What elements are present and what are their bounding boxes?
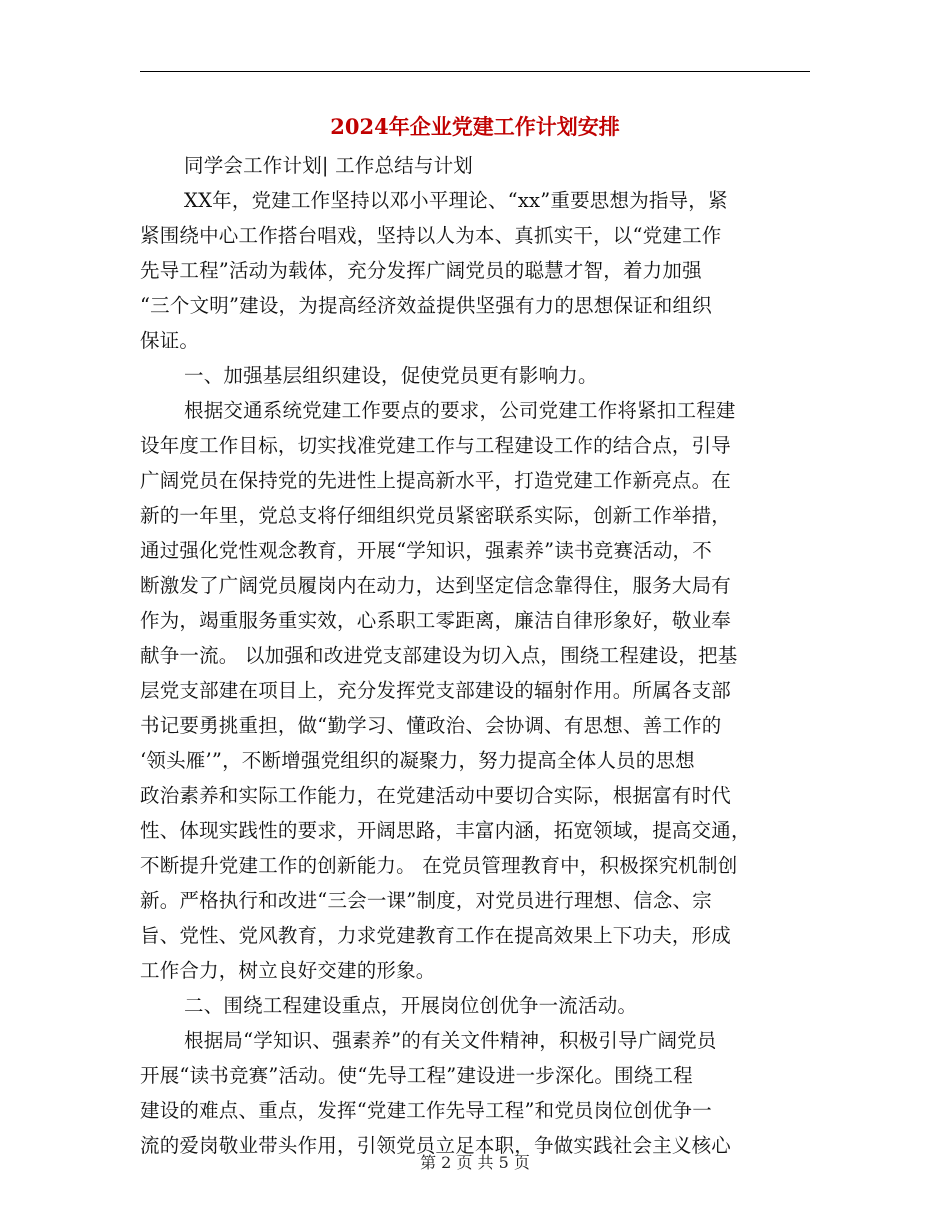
paragraph-line: 新。严格执行和改进“三会一课”制度，对党员进行理想、信念、宗: [140, 889, 712, 912]
paragraph-line: 政治素养和实际工作能力，在党建活动中要切合实际，根据富有时代: [140, 784, 732, 807]
section-heading: 二、围绕工程建设重点，开展岗位创优争一流活动。: [184, 994, 638, 1017]
paragraph-line: 性、体现实践性的要求，开阔思路，丰富内涵，拓宽领域，提高交通，: [140, 819, 751, 842]
paragraph-line: 根据交通系统党建工作要点的要求，公司党建工作将紧扣工程建: [184, 399, 736, 422]
paragraph-line: 旨、党性、党风教育，力求党建教育工作在提高效果上下功夫，形成: [140, 924, 732, 947]
document-title: 2024年企业党建工作计划安排: [330, 114, 620, 139]
paragraph-line: 先导工程”活动为载体，充分发挥广阔党员的聪慧才智，着力加强: [140, 259, 702, 282]
paragraph-line: 设年度工作目标，切实找准党建工作与工程建设工作的结合点，引导: [140, 434, 732, 457]
subtitle-line: 同学会工作计划| 工作总结与计划: [184, 154, 473, 177]
paragraph-line: 断激发了广阔党员履岗内在动力，达到坚定信念靠得住，服务大局有: [140, 574, 732, 597]
paragraph-line: 献争一流。 以加强和改进党支部建设为切入点，围绕工程建设，把基: [140, 644, 738, 667]
paragraph-line: 层党支部建在项目上，充分发挥党支部建设的辐射作用。所属各支部: [140, 679, 732, 702]
paragraph-line: 紧围绕中心工作搭台唱戏，坚持以人为本、真抓实干，以“党建工作: [140, 224, 722, 247]
paragraph-line: 通过强化党性观念教育，开展“学知识，强素养”读书竞赛活动，不: [140, 539, 712, 562]
header-rule: [140, 71, 810, 72]
paragraph-line: 根据局“学知识、强素养”的有关文件精神，积极引导广阔党员: [184, 1029, 717, 1052]
paragraph-line: XX年，党建工作坚持以邓小平理论、“xx”重要思想为指导，紧: [184, 189, 728, 212]
document-body: [140, 148, 810, 1163]
paragraph-line: ‘领头雁’”，不断增强党组织的凝聚力，努力提高全体人员的思想: [140, 749, 695, 772]
paragraph-line: 新的一年里，党总支将仔细组织党员紧密联系实际，创新工作举措，: [140, 504, 732, 527]
paragraph-line: “三个文明”建设，为提高经济效益提供坚强有力的思想保证和组织: [140, 294, 712, 317]
paragraph-line: 建设的难点、重点，发挥“党建工作先导工程”和党员岗位创优争一: [140, 1099, 712, 1122]
paragraph-line: 保证。: [140, 329, 200, 352]
paragraph-line: 流的爱岗敬业带头作用，引领党员立足本职，争做实践社会主义核心: [140, 1134, 732, 1157]
paragraph-line: 开展“读书竞赛”活动。使“先导工程”建设进一步深化。围绕工程: [140, 1064, 693, 1087]
paragraph-line: 不断提升党建工作的创新能力。 在党员管理教育中，积极探究机制创: [140, 854, 738, 877]
paragraph-line: 作为，竭重服务重实效，心系职工零距离，廉洁自律形象好，敬业奉: [140, 609, 732, 632]
paragraph-line: 广阔党员在保持党的先进性上提高新水平，打造党建工作新亮点。在: [140, 469, 732, 492]
section-heading: 一、加强基层组织建设，促使党员更有影响力。: [184, 364, 598, 387]
page-number: 第 2 页 共 5 页: [420, 1153, 530, 1172]
paragraph-line: 工作合力，树立良好交建的形象。: [140, 959, 436, 982]
paragraph-line: 书记要勇挑重担，做“勤学习、懂政治、会协调、有思想、善工作的: [140, 714, 722, 737]
